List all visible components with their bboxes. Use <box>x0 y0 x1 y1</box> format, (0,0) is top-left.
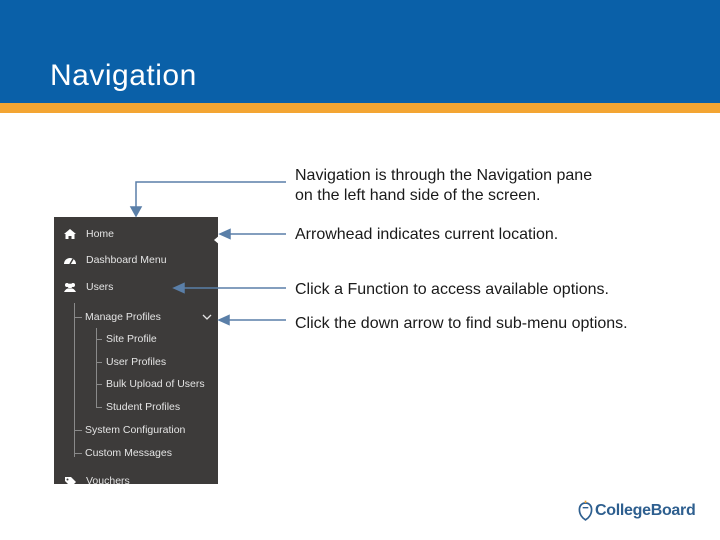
nav-item-label: Student Profiles <box>106 401 181 413</box>
nav-item-label: Vouchers <box>86 475 130 484</box>
nav-item-label: Custom Messages <box>85 447 172 459</box>
connector-line <box>136 182 286 208</box>
logo-text: CollegeBoard <box>595 502 696 519</box>
description-down-arrow: Click the down arrow to find sub-menu options. <box>295 315 628 332</box>
nav-item-label: Dashboard Menu <box>86 254 167 266</box>
slide-title: Navigation <box>50 59 197 92</box>
nav-item-label: System Configuration <box>85 424 186 436</box>
arrowhead-icon <box>174 284 184 293</box>
description-line: Navigation is through the Navigation pane <box>295 167 593 184</box>
description-line: on the left hand side of the screen. <box>295 187 541 204</box>
collegeboard-logo <box>578 499 698 523</box>
nav-item-label: Manage Profiles <box>85 311 161 323</box>
nav-item-label: Users <box>86 281 114 293</box>
arrowhead-icon <box>220 230 230 239</box>
arrowhead-icon <box>131 207 141 216</box>
nav-item-label: Home <box>86 228 115 240</box>
nav-item-label: User Profiles <box>106 356 167 368</box>
acorn-icon <box>578 500 593 521</box>
nav-item-label: Site Profile <box>106 333 157 345</box>
arrowhead-icon <box>219 316 229 325</box>
description-click-function: Click a Function to access available options. <box>295 281 609 298</box>
description-arrowhead: Arrowhead indicates current location. <box>295 226 559 243</box>
nav-item-label: Bulk Upload of Users <box>106 378 205 390</box>
